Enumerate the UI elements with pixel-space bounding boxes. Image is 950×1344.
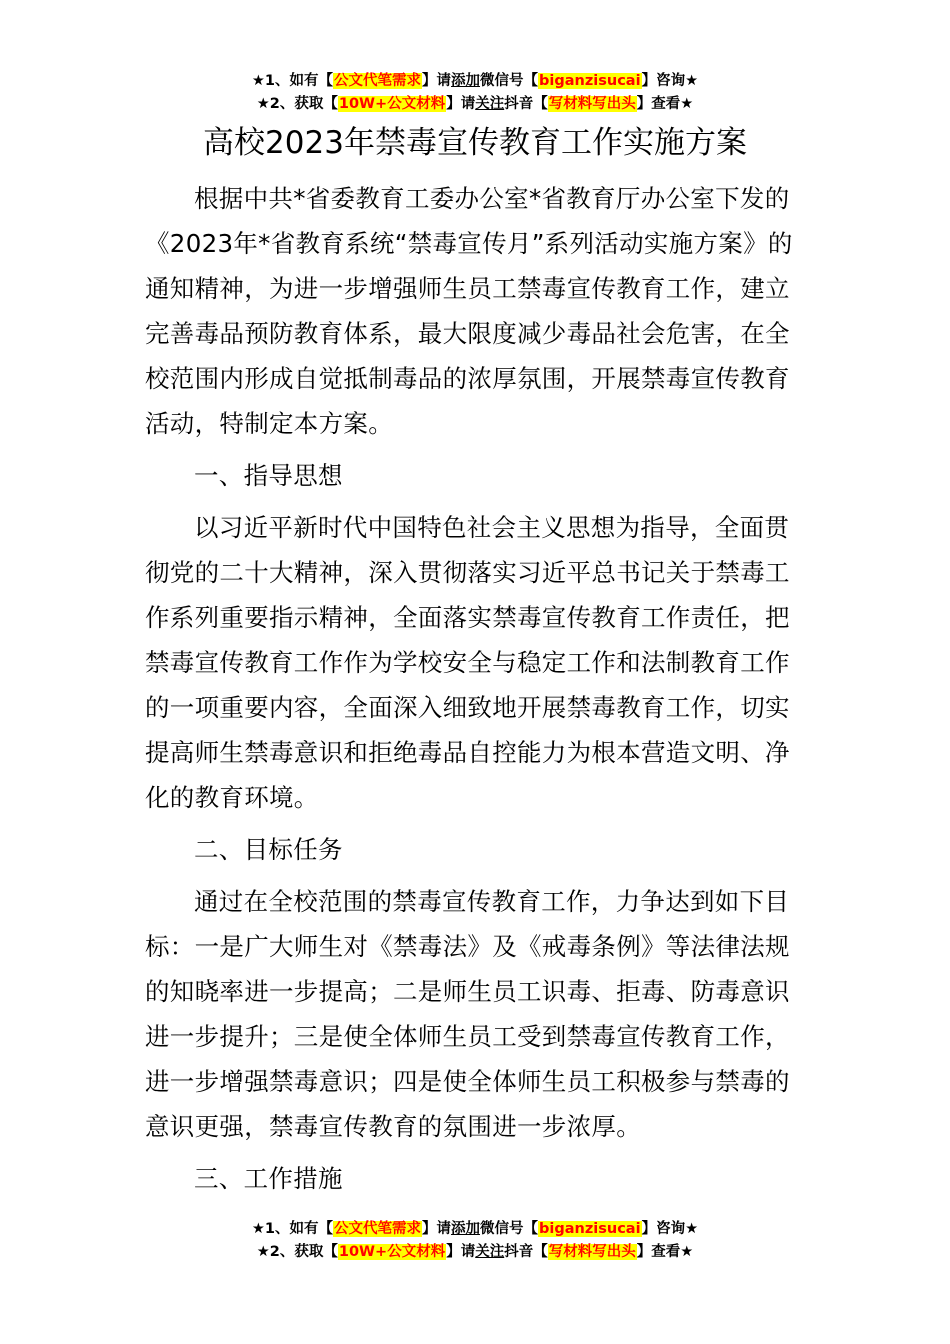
promo-highlight-materials: 10W+公文材料 (338, 1244, 446, 1260)
promo-line-2: ★2、获取【10W+公文材料】请关注抖音【写材料写出头】查看★ (256, 96, 694, 112)
promo-line-1: ★1、如有【公文代笔需求】请添加微信号【biganzisucai】咨询★ (251, 1221, 699, 1237)
promo-line-2: ★2、获取【10W+公文材料】请关注抖音【写材料写出头】查看★ (256, 1244, 694, 1260)
intro-paragraph: 根据中共*省委教育工委办公室*省教育厅办公室下发的《2023年*省教育系统“禁毒宣传月”系列活动实施方案》的通知精神，为进一步增强师生员工禁毒宣传教育工作，建立完善毒品预防教育体系，最大限度减少毒品社会危害，在全校范围内形成自觉抵制毒品的浓厚氛围，开展禁毒宣传教育活动，特制定本方案。 (145, 184, 793, 438)
footer-promo-banner (0, 1218, 950, 1264)
document-title: 高校2023年禁毒宣传教育工作实施方案 (203, 125, 747, 161)
promo-highlight-service: 公文代笔需求 (334, 73, 422, 89)
promo-highlight-douyin: 写材料写出头 (548, 1244, 636, 1260)
promo-highlight-service: 公文代笔需求 (334, 1221, 422, 1237)
section-paragraph-guiding-ideology: 以习近平新时代中国特色社会主义思想为指导，全面贯彻党的二十大精神，深入贯彻落实习近平总书记关于禁毒工作系列重要指示精神，全面落实禁毒宣传教育工作责任，把禁毒宣传教育工作作为学校安全与稳定工作和法制教育工作的一项重要内容，全面深入细致地开展禁毒教育工作，切实提高师生禁毒意识和拒绝毒品自控能力为根本营造文明、净化的教育环境。 (145, 513, 790, 812)
section-paragraph-goals: 通过在全校范围的禁毒宣传教育工作，力争达到如下目标：一是广大师生对《禁毒法》及《戒毒条例》等法律法规的知晓率进一步提高；二是师生员工识毒、拒毒、防毒意识进一步提升；三是使全体师生员工受到禁毒宣传教育工作，进一步增强禁毒意识；四是使全体师生员工积极参与禁毒的意识更强，禁毒宣传教育的氛围进一步浓厚。 (145, 887, 790, 1141)
section-heading-goals: 二、目标任务 (194, 835, 343, 864)
promo-highlight-douyin: 写材料写出头 (548, 96, 636, 112)
promo-highlight-wechat-id: biganzisucai (539, 73, 641, 89)
section-heading-measures: 三、工作措施 (194, 1164, 343, 1193)
header-promo-banner (0, 70, 950, 116)
promo-line-1: ★1、如有【公文代笔需求】请添加微信号【biganzisucai】咨询★ (251, 73, 699, 89)
promo-highlight-materials: 10W+公文材料 (338, 96, 446, 112)
section-heading-guiding-ideology: 一、指导思想 (194, 461, 343, 490)
promo-highlight-wechat-id: biganzisucai (539, 1221, 641, 1237)
document-body (145, 176, 807, 1201)
